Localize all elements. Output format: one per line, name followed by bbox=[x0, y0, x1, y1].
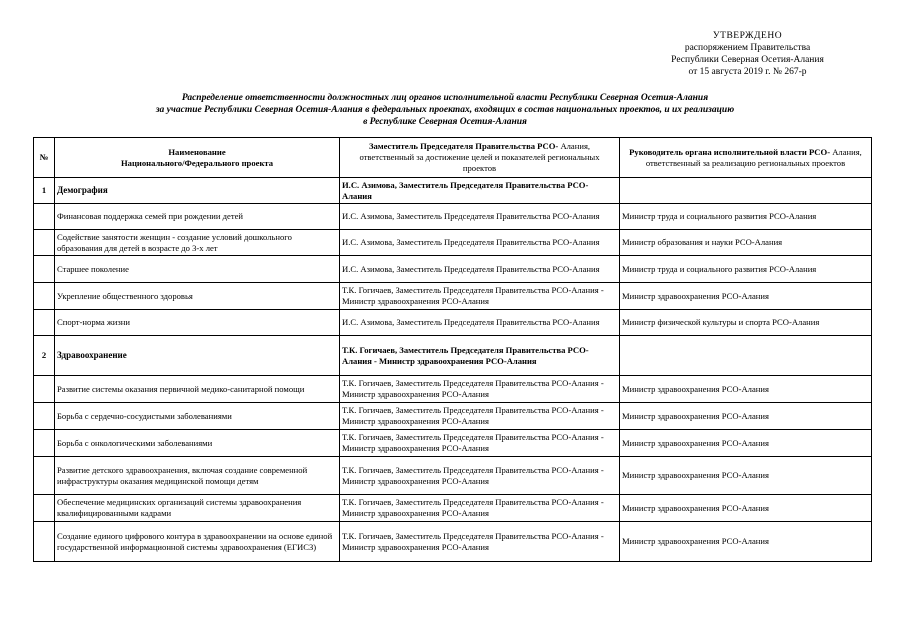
head-cell: Министр здравоохранения РСО-Алания bbox=[620, 283, 872, 310]
project-name: Содействие занятости женщин - создание условий дошкольного образования для детей в возрасте до 3-х лет bbox=[55, 230, 340, 256]
deputy-cell: Т.К. Гогичаев, Заместитель Председателя Правительства РСО-Алания - Министр здравоохранения РСО-Алания bbox=[340, 495, 620, 522]
table-row bbox=[34, 204, 872, 230]
row-num: 1 bbox=[34, 178, 55, 204]
row-num bbox=[34, 283, 55, 310]
row-num bbox=[34, 256, 55, 283]
project-name: Финансовая поддержка семей при рождении детей bbox=[55, 204, 340, 230]
row-num bbox=[34, 376, 55, 403]
project-name: Демография bbox=[55, 178, 340, 204]
header-head: Руководитель органа исполнительной власти РСО- Алания, ответственный за реализацию региональных проектов bbox=[620, 138, 872, 178]
project-name: Здравоохранение bbox=[55, 336, 340, 376]
project-name: Обеспечение медицинских организаций системы здравоохранения квалифицированными кадрами bbox=[55, 495, 340, 522]
table-row bbox=[34, 256, 872, 283]
title-line: Распределение ответственности должностных лиц органов исполнительной власти Республики Северная Осетия-Алания bbox=[181, 93, 709, 103]
table-row bbox=[34, 283, 872, 310]
deputy-cell: И.С. Азимова, Заместитель Председателя Правительства РСО-Алания bbox=[340, 178, 620, 204]
head-cell: Министр здравоохранения РСО-Алания bbox=[620, 495, 872, 522]
title-line: за участие Республики Северная Осетия-Алания в федеральных проектах, входящих в состав национальных проектов, и их реализацию bbox=[155, 105, 735, 115]
deputy-cell: И.С. Азимова, Заместитель Председателя Правительства РСО-Алания bbox=[340, 256, 620, 283]
head-cell: Министр здравоохранения РСО-Алания bbox=[620, 403, 872, 430]
row-num bbox=[34, 230, 55, 256]
deputy-cell: Т.К. Гогичаев, Заместитель Председателя Правительства РСО-Алания - Министр здравоохранения РСО-Алания bbox=[340, 522, 620, 562]
head-cell: Министр образования и науки РСО-Алания bbox=[620, 230, 872, 256]
project-name: Создание единого цифрового контура в здравоохранении на основе единой государственной информационной системы здравоохранения (ЕГИСЗ) bbox=[55, 522, 340, 562]
deputy-cell: Т.К. Гогичаев, Заместитель Председателя Правительства РСО-Алания - Министр здравоохранения РСО-Алания bbox=[340, 457, 620, 495]
approval-date: от 15 августа 2019 г. № 267-р bbox=[688, 67, 807, 77]
head-cell: Министр труда и социального развития РСО-Алания bbox=[620, 256, 872, 283]
table-row bbox=[34, 430, 872, 457]
approval-block bbox=[640, 30, 855, 78]
project-name: Старшее поколение bbox=[55, 256, 340, 283]
row-num bbox=[34, 430, 55, 457]
approval-heading: УТВЕРЖДЕНО bbox=[712, 31, 783, 41]
table-row bbox=[34, 336, 872, 376]
head-cell bbox=[620, 178, 872, 204]
head-cell: Министр здравоохранения РСО-Алания bbox=[620, 430, 872, 457]
deputy-cell: Т.К. Гогичаев, Заместитель Председателя Правительства РСО-Алания - Министр здравоохранения РСО-Алания bbox=[340, 403, 620, 430]
header-deputy: Заместитель Председателя Правительства РСО- Алания, ответственный за достижение целей и показателей региональных проектов bbox=[340, 138, 620, 178]
project-name: Укрепление общественного здоровья bbox=[55, 283, 340, 310]
row-num bbox=[34, 310, 55, 336]
project-name: Спорт-норма жизни bbox=[55, 310, 340, 336]
table-row bbox=[34, 376, 872, 403]
deputy-cell: Т.К. Гогичаев, Заместитель Председателя Правительства РСО-Алания - Министр здравоохранения РСО-Алания bbox=[340, 376, 620, 403]
table-row bbox=[34, 403, 872, 430]
table-row bbox=[34, 522, 872, 562]
header-project: Наименование Национального/Федерального проекта bbox=[55, 138, 340, 178]
table-row bbox=[34, 495, 872, 522]
deputy-cell: Т.К. Гогичаев, Заместитель Председателя Правительства РСО-Алания - Министр здравоохранения РСО-Алания bbox=[340, 283, 620, 310]
row-num bbox=[34, 457, 55, 495]
deputy-cell: Т.К. Гогичаев, Заместитель Председателя Правительства РСО-Алания - Министр здравоохранения РСО-Алания bbox=[340, 430, 620, 457]
row-num bbox=[34, 495, 55, 522]
head-cell: Министр физической культуры и спорта РСО-Алания bbox=[620, 310, 872, 336]
row-num bbox=[34, 522, 55, 562]
table-header-row bbox=[34, 138, 872, 178]
document-title bbox=[40, 92, 850, 128]
deputy-cell: И.С. Азимова, Заместитель Председателя Правительства РСО-Алания bbox=[340, 204, 620, 230]
table-row bbox=[34, 457, 872, 495]
title-line: в Республике Северная Осетия-Алания bbox=[363, 117, 527, 127]
deputy-cell: Т.К. Гогичаев, Заместитель Председателя Правительства РСО-Алания - Министр здравоохранения РСО-Алания bbox=[340, 336, 620, 376]
project-name: Борьба с онкологическими заболеваниями bbox=[55, 430, 340, 457]
table-row bbox=[34, 230, 872, 256]
head-cell: Министр труда и социального развития РСО-Алания bbox=[620, 204, 872, 230]
row-num: 2 bbox=[34, 336, 55, 376]
project-name: Развитие системы оказания первичной медико-санитарной помощи bbox=[55, 376, 340, 403]
head-cell bbox=[620, 336, 872, 376]
head-cell: Министр здравоохранения РСО-Алания bbox=[620, 522, 872, 562]
deputy-cell: И.С. Азимова, Заместитель Председателя Правительства РСО-Алания bbox=[340, 230, 620, 256]
project-name: Борьба с сердечно-сосудистыми заболеваниями bbox=[55, 403, 340, 430]
table-row bbox=[34, 310, 872, 336]
responsibility-table bbox=[33, 137, 872, 562]
deputy-cell: И.С. Азимова, Заместитель Председателя Правительства РСО-Алания bbox=[340, 310, 620, 336]
approval-line: распоряжением Правительства bbox=[684, 43, 811, 53]
project-name: Развитие детского здравоохранения, включая создание современной инфраструктуры оказания медицинской помощи детям bbox=[55, 457, 340, 495]
head-cell: Министр здравоохранения РСО-Алания bbox=[620, 457, 872, 495]
head-cell: Министр здравоохранения РСО-Алания bbox=[620, 376, 872, 403]
row-num bbox=[34, 403, 55, 430]
header-num: № bbox=[34, 138, 55, 178]
approval-line: Республики Северная Осетия-Алания bbox=[671, 55, 824, 65]
table-row bbox=[34, 178, 872, 204]
row-num bbox=[34, 204, 55, 230]
